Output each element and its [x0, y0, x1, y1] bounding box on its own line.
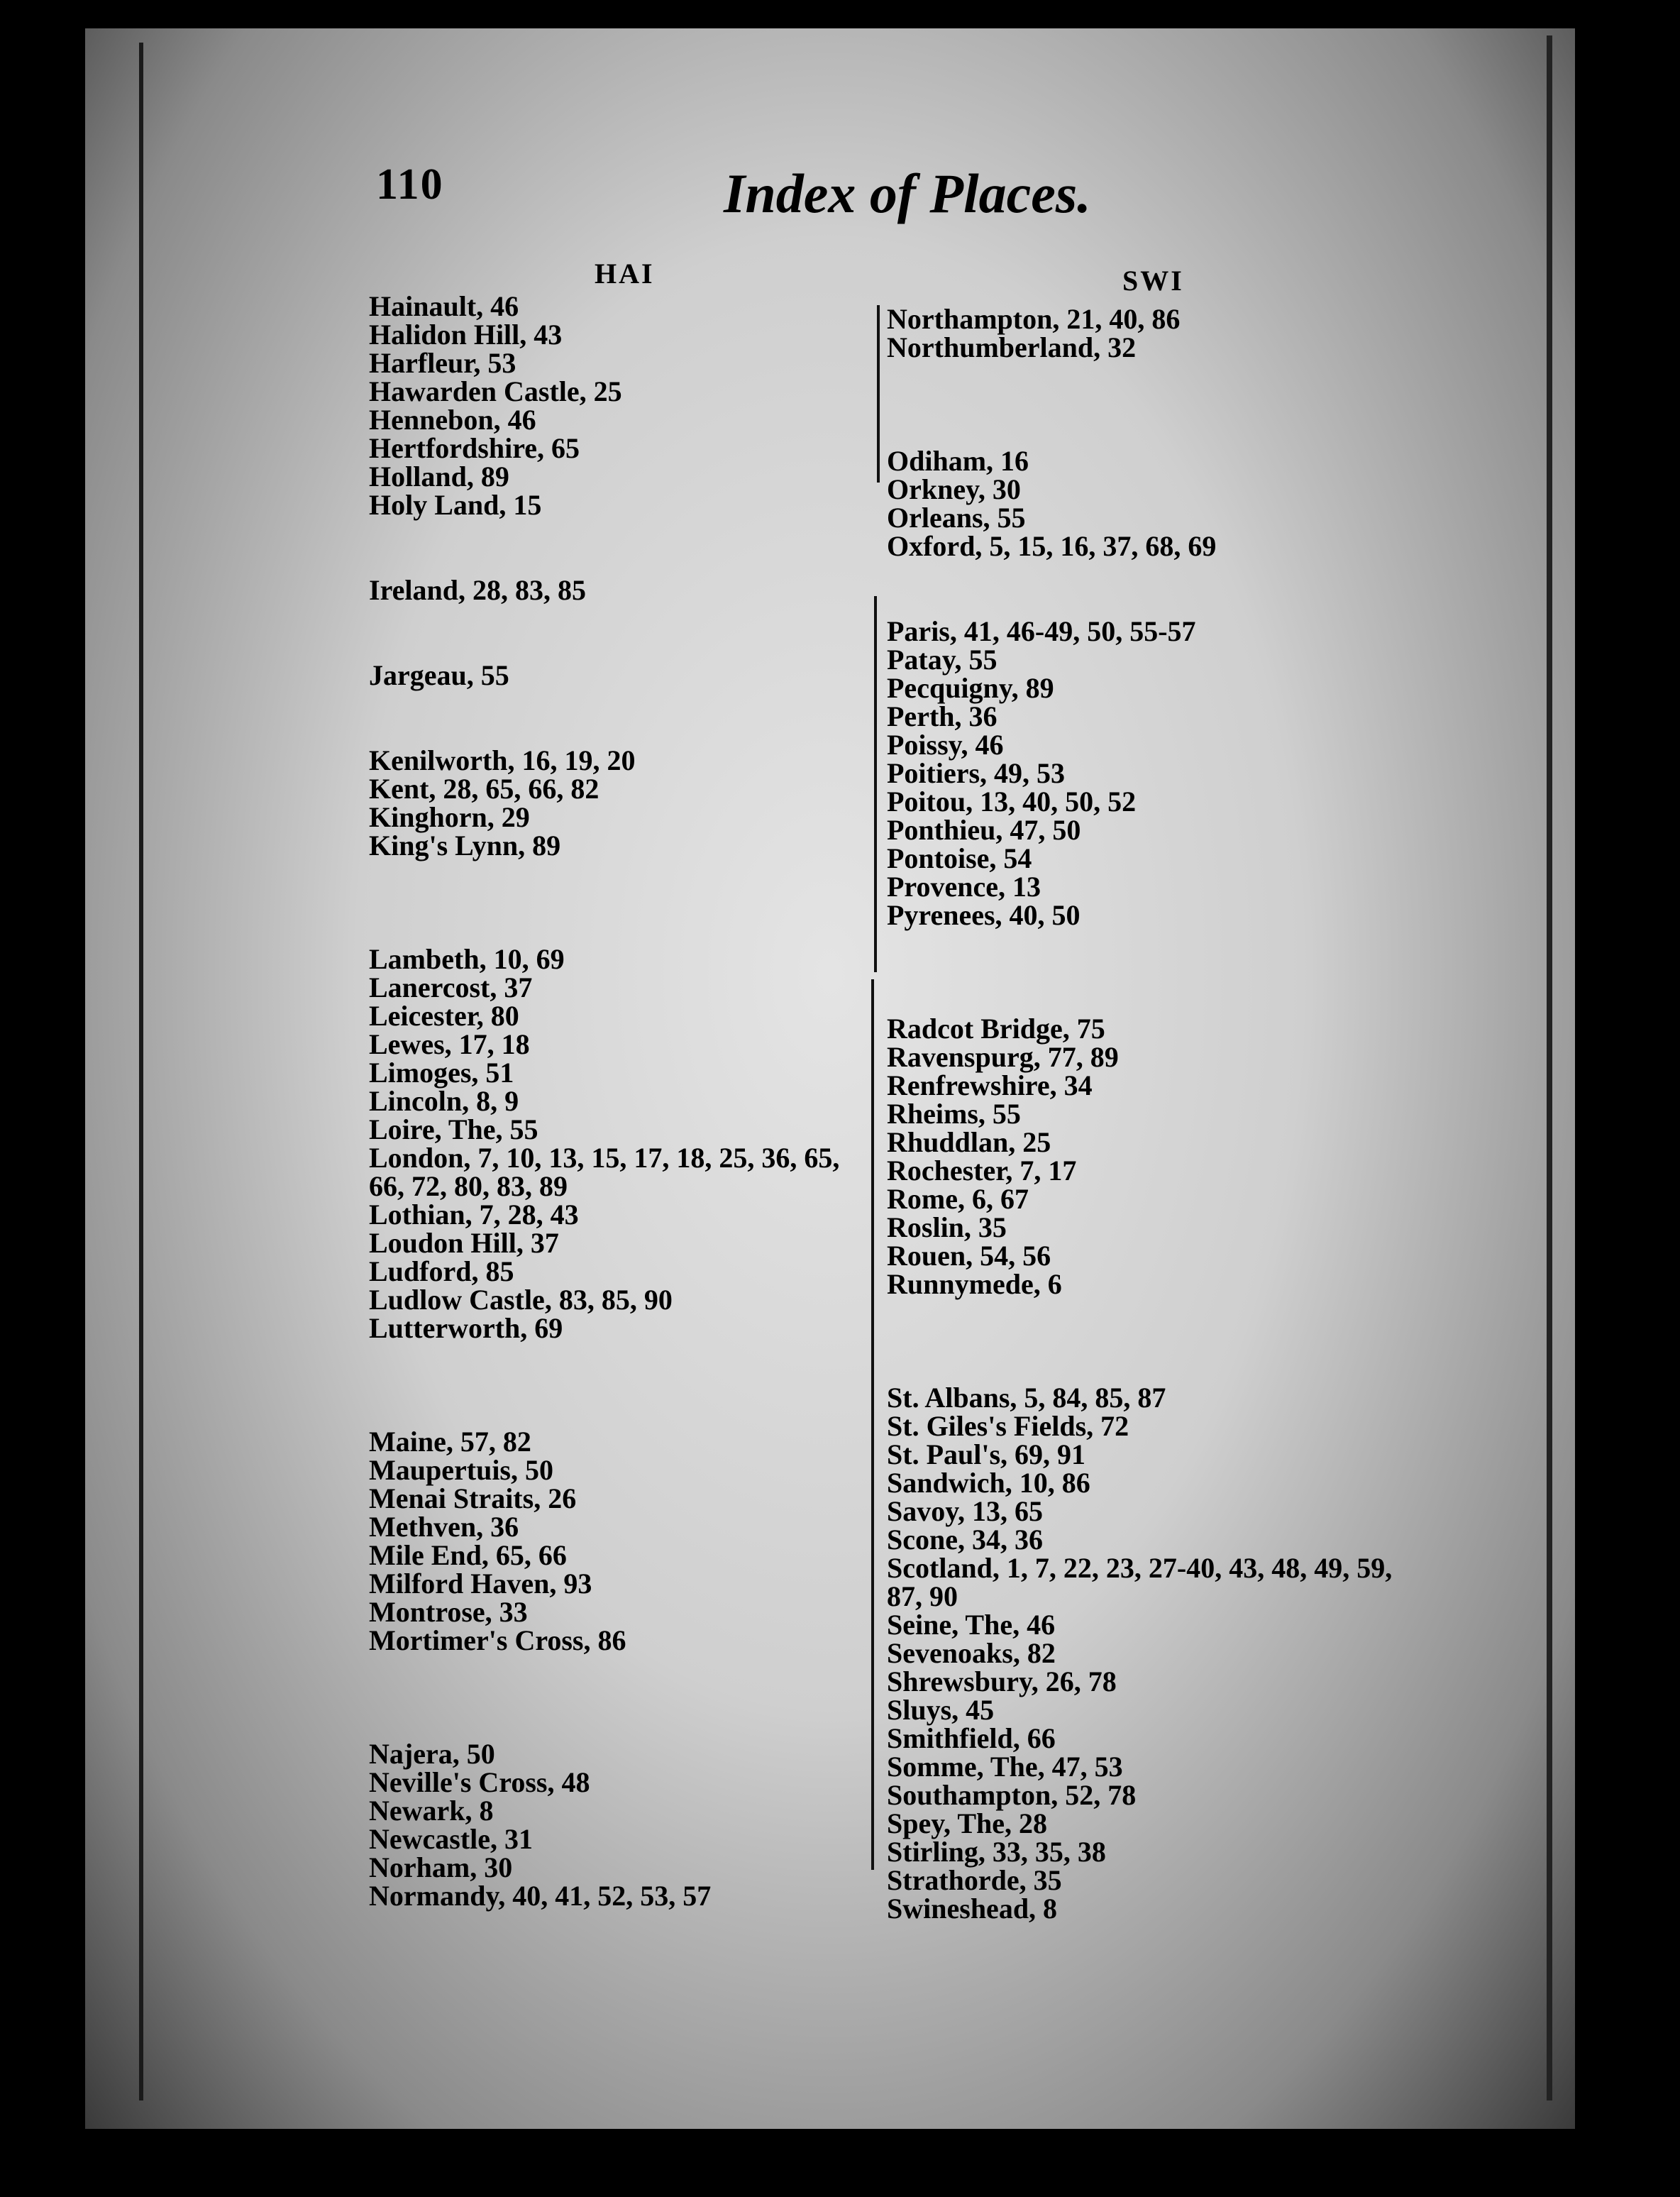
index-entry: Holy Land, 15	[369, 489, 542, 521]
index-entry: Kinghorn, 29	[369, 801, 530, 833]
page-edge-left	[139, 43, 143, 2100]
page-title: Index of Places.	[724, 163, 1091, 224]
group-spacer	[887, 1299, 1426, 1384]
index-entry: Lutterworth, 69	[369, 1312, 563, 1344]
index-entry: Northampton, 21, 40, 86	[887, 303, 1181, 335]
index-entry: Leicester, 80	[369, 1000, 519, 1032]
index-entry: London, 7, 10, 13, 15, 17, 18, 25, 36, 65, 66, 72, 80, 83, 89	[369, 1142, 840, 1202]
index-entry: Sevenoaks, 82	[887, 1637, 1056, 1669]
index-entry: Limoges, 51	[369, 1057, 514, 1089]
index-entry: Poissy, 46	[887, 729, 1004, 761]
index-entry: Sandwich, 10, 86	[887, 1467, 1090, 1499]
index-entry: Lincoln, 8, 9	[369, 1085, 519, 1117]
index-entry: Hainault, 46	[369, 290, 519, 322]
index-entry: Oxford, 5, 15, 16, 37, 68, 69	[887, 530, 1217, 562]
index-entry: Provence, 13	[887, 871, 1041, 903]
index-entry: Harfleur, 53	[369, 347, 516, 379]
index-entry: Ravenspurg, 77, 89	[887, 1041, 1119, 1073]
index-entry: Northumberland, 32	[887, 331, 1137, 363]
left-column-heading: HAI	[595, 258, 655, 290]
index-entry: Sluys, 45	[887, 1694, 995, 1726]
index-entry: Ludlow Castle, 83, 85, 90	[369, 1284, 673, 1316]
index-entry: Orleans, 55	[887, 502, 1026, 534]
index-entry: Poitou, 13, 40, 50, 52	[887, 786, 1137, 817]
index-entry: Kenilworth, 16, 19, 20	[369, 744, 636, 776]
index-entry: Somme, The, 47, 53	[887, 1751, 1123, 1783]
index-entry: Strathorde, 35	[887, 1864, 1062, 1896]
index-entry: Runnymede, 6	[887, 1268, 1062, 1300]
index-entry: Hennebon, 46	[369, 404, 536, 436]
index-entry: Halidon Hill, 43	[369, 319, 563, 351]
group-spacer	[369, 605, 880, 661]
index-entry: Najera, 50	[369, 1738, 495, 1770]
group-spacer	[369, 519, 880, 576]
index-entry: St. Paul's, 69, 91	[887, 1438, 1086, 1470]
index-entry: Methven, 36	[369, 1511, 519, 1543]
index-entry: Swineshead, 8	[887, 1893, 1058, 1925]
index-entry: Perth, 36	[887, 700, 998, 732]
index-entry: Spey, The, 28	[887, 1807, 1047, 1839]
index-entry: Scotland, 1, 7, 22, 23, 27-40, 43, 48, 49, 59, 87, 90	[887, 1552, 1393, 1612]
index-entry: Rochester, 7, 17	[887, 1155, 1077, 1186]
index-entry: Seine, The, 46	[887, 1609, 1056, 1641]
index-entry: Newark, 8	[369, 1795, 494, 1827]
index-entry: Kent, 28, 65, 66, 82	[369, 773, 599, 805]
index-entry: Stirling, 33, 35, 38	[887, 1836, 1106, 1868]
index-entry: Ponthieu, 47, 50	[887, 814, 1081, 846]
index-entry: Radcot Bridge, 75	[887, 1013, 1105, 1045]
index-entry: Normandy, 40, 41, 52, 53, 57	[369, 1880, 712, 1912]
index-entry: Pyrenees, 40, 50	[887, 899, 1081, 931]
group-spacer	[369, 1343, 880, 1428]
group-spacer	[369, 690, 880, 747]
index-entry: Savoy, 13, 65	[887, 1495, 1044, 1527]
index-entry: Smithfield, 66	[887, 1722, 1056, 1754]
index-entry: Ludford, 85	[369, 1255, 514, 1287]
group-spacer	[887, 362, 1426, 447]
page-edge-right	[1547, 35, 1552, 2100]
group-spacer	[369, 1655, 880, 1740]
index-entry: Rhuddlan, 25	[887, 1126, 1051, 1158]
index-entry: Scone, 34, 36	[887, 1524, 1043, 1555]
index-entry: Poitiers, 49, 53	[887, 757, 1066, 789]
index-entry: Maupertuis, 50	[369, 1454, 553, 1486]
index-entry: King's Lynn, 89	[369, 830, 561, 861]
index-entry: Mile End, 65, 66	[369, 1539, 567, 1571]
index-entry: Mortimer's Cross, 86	[369, 1624, 626, 1656]
index-entry: Montrose, 33	[369, 1596, 528, 1628]
index-entry: Rome, 6, 67	[887, 1183, 1029, 1215]
index-entry: Hertfordshire, 65	[369, 432, 580, 464]
index-entry: Shrewsbury, 26, 78	[887, 1665, 1117, 1697]
page-number: 110	[376, 160, 444, 209]
index-entry: Rouen, 54, 56	[887, 1240, 1051, 1272]
index-entry: Holland, 89	[369, 461, 509, 492]
index-entry: Jargeau, 55	[369, 659, 509, 691]
right-column-heading: SWI	[1122, 265, 1184, 297]
index-entry: St. Albans, 5, 84, 85, 87	[887, 1382, 1166, 1414]
index-entry: Rheims, 55	[887, 1098, 1021, 1130]
index-entry: Maine, 57, 82	[369, 1426, 531, 1458]
index-entry: Milford Haven, 93	[369, 1568, 592, 1599]
right-index-column	[887, 305, 1426, 1923]
index-entry: Lothian, 7, 28, 43	[369, 1199, 579, 1230]
index-entry: Odiham, 16	[887, 445, 1029, 477]
group-spacer	[369, 860, 880, 945]
index-entry: St. Giles's Fields, 72	[887, 1410, 1129, 1442]
index-entry: Hawarden Castle, 25	[369, 375, 622, 407]
index-entry: Renfrewshire, 34	[887, 1069, 1093, 1101]
index-entry: Lanercost, 37	[369, 971, 533, 1003]
index-entry: Pontoise, 54	[887, 842, 1032, 874]
index-entry: Lewes, 17, 18	[369, 1028, 530, 1060]
index-entry: Lambeth, 10, 69	[369, 943, 565, 975]
index-entry: Newcastle, 31	[369, 1823, 534, 1855]
index-entry: Southampton, 52, 78	[887, 1779, 1137, 1811]
left-index-column	[369, 292, 880, 1910]
index-entry: Ireland, 28, 83, 85	[369, 574, 586, 606]
index-entry: Pecquigny, 89	[887, 672, 1054, 704]
index-entry: Neville's Cross, 48	[369, 1766, 590, 1798]
group-spacer	[887, 930, 1426, 1015]
index-entry: Roslin, 35	[887, 1211, 1007, 1243]
index-entry: Norham, 30	[369, 1851, 513, 1883]
index-entry: Paris, 41, 46-49, 50, 55-57	[887, 615, 1196, 647]
index-entry: Orkney, 30	[887, 473, 1021, 505]
index-entry: Patay, 55	[887, 644, 998, 676]
index-entry: Loudon Hill, 37	[369, 1227, 559, 1259]
group-spacer	[887, 561, 1426, 617]
index-entry: Menai Straits, 26	[369, 1482, 577, 1514]
index-entry: Loire, The, 55	[369, 1113, 538, 1145]
